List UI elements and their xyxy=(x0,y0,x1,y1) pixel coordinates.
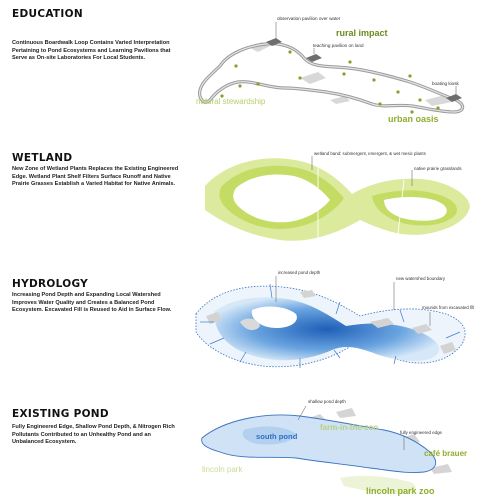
south-pond-label: south pond xyxy=(256,432,298,441)
shallow-depth-label: shallow pond depth xyxy=(308,399,346,404)
engineered-edge-label: fully engineered edge xyxy=(400,430,442,435)
urban-oasis-label: urban oasis xyxy=(388,114,439,124)
hydrology-diagram xyxy=(0,262,488,382)
existing-pond-title: EXISTING POND xyxy=(12,408,109,420)
native-prairie-label: native prairie grasslands xyxy=(414,166,462,171)
mounds-label: mounds from excavated fill xyxy=(422,305,475,310)
cafe-brauer-label: café brauer xyxy=(424,449,468,458)
hydrology-description: Increasing Pond Depth and Expanding Local Watershed Improves Water Quality and Creates a Balanced Pond Ecosystem. Excavated Fill is Reused to Aid in Surface Flow. xyxy=(12,292,172,314)
watershed-boundary-label: new watershed boundary xyxy=(396,276,446,281)
boating-kiosk-label: boating kiosk xyxy=(432,81,459,86)
observation-pavilion-label: observation pavilion over water xyxy=(277,16,341,21)
existing-pond-diagram xyxy=(0,390,488,500)
existing-pond-description: Fully Engineered Edge, Shallow Pond Depth, & Nitrogen Rich Pollutants Contributed to an Unhealthy Pond and an Unbalanced Ecosystem. xyxy=(12,424,175,446)
wetland-diagram xyxy=(0,140,488,250)
wetland-band-label: wetland band: submergent, emergent, & wet mesic plants xyxy=(314,151,426,156)
increased-depth-label: increased pond depth xyxy=(278,270,321,275)
natural-stewardship-label: natural stewardship xyxy=(196,97,266,106)
lincoln-park-zoo-label: lincoln park zoo xyxy=(366,486,435,496)
lincoln-park-label: lincoln park xyxy=(202,465,243,474)
rural-impact-label: rural impact xyxy=(336,28,388,38)
education-description: Continuous Boardwalk Loop Contains Varied Interpretation Pertaining to Pond Ecosystems and Learning Pavilions that Serve as On-site Laboratories For Local Students. xyxy=(12,40,171,62)
existing-pond xyxy=(202,415,436,473)
wetland-description: New Zone of Wetland Plants Replaces the Existing Engineered Edge. Wetland Plant Shelf Filters Surface Runoff and Native Prairie Grasses Establish a Varied Habitat for Native Animals. xyxy=(12,166,179,188)
wetland-title: WETLAND xyxy=(12,152,73,164)
education-diagram xyxy=(0,0,488,140)
hydrology-title: HYDROLOGY xyxy=(12,278,89,290)
farm-in-the-zoo-label: farm-in-the-zoo xyxy=(320,423,379,432)
teaching-pavilion-label: teaching pavilion on land xyxy=(313,43,364,48)
education-title: EDUCATION xyxy=(12,8,83,20)
